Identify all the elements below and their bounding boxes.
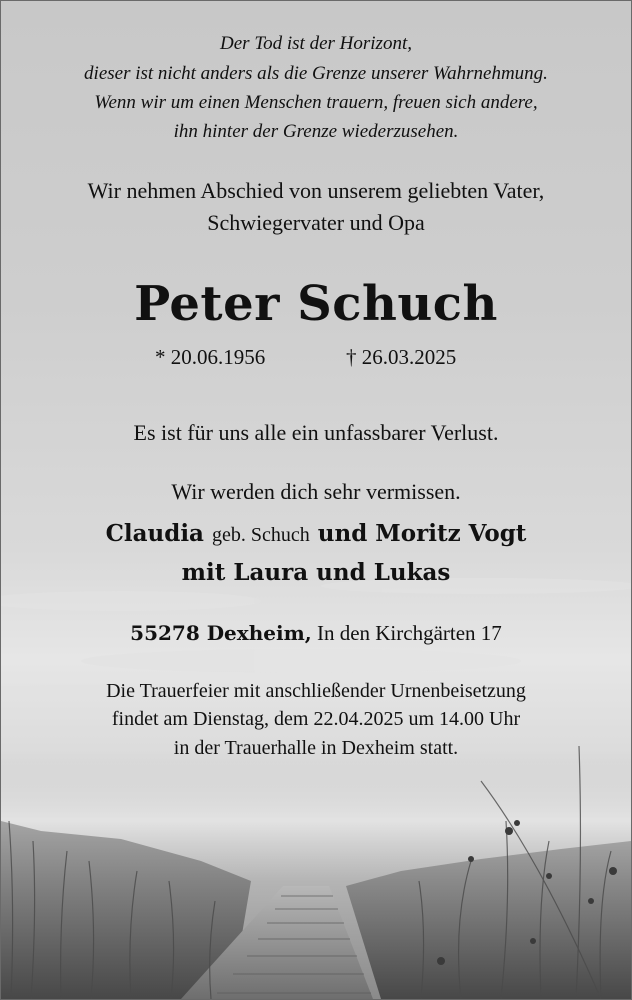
poem-line: Der Tod ist der Horizont, bbox=[220, 33, 412, 54]
address-city: 55278 Dexheim, bbox=[130, 621, 312, 645]
deceased-name: Peter Schuch bbox=[134, 276, 498, 332]
address-street: In den Kirchgärten 17 bbox=[316, 621, 502, 645]
mourners-line bbox=[1, 520, 631, 547]
message-line: Es ist für uns alle ein unfassbarer Verlust. bbox=[133, 420, 499, 445]
mourner-name: Claudia bbox=[105, 520, 204, 547]
intro-line: Wir nehmen Abschied von unserem geliebten Vater, bbox=[87, 178, 545, 203]
death-date: † 26.03.2025 bbox=[346, 345, 457, 369]
poem-line: dieser ist nicht anders als die Grenze unserer Wahrnehmung. bbox=[84, 63, 548, 84]
intro-line: Schwiegervater und Opa bbox=[207, 210, 425, 235]
poem-line: ihn hinter der Grenze wiederzusehen. bbox=[173, 121, 459, 142]
mourners-line-2: mit Laura und Lukas bbox=[181, 559, 451, 586]
address-line bbox=[1, 621, 631, 646]
birth-date: * 20.06.1956 bbox=[155, 345, 266, 369]
ceremony-line: findet am Dienstag, dem 22.04.2025 um 14.00 Uhr bbox=[111, 708, 521, 730]
message-line: Wir werden dich sehr vermissen. bbox=[171, 479, 461, 504]
poem-line: Wenn wir um einen Menschen trauern, freuen sich andere, bbox=[94, 92, 538, 113]
maiden-name: geb. Schuch bbox=[211, 524, 310, 546]
mourner-partner: und Moritz Vogt bbox=[317, 520, 527, 547]
ceremony-line: Die Trauerfeier mit anschließender Urnenbeisetzung bbox=[106, 680, 526, 702]
ceremony-line: in der Trauerhalle in Dexheim statt. bbox=[173, 737, 459, 759]
